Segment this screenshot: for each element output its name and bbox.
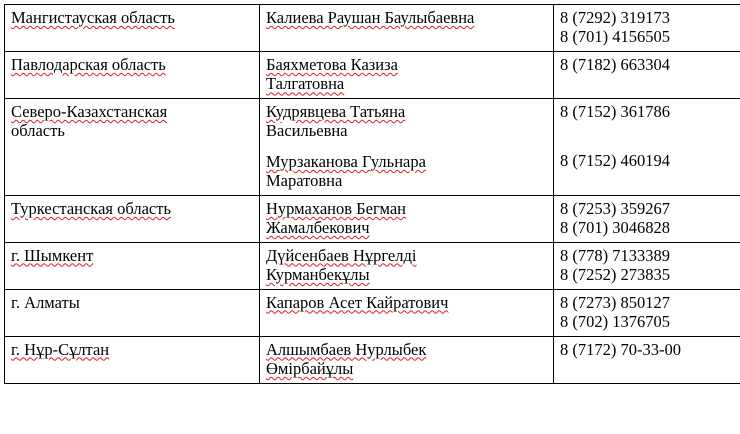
region-cell [5,5,260,52]
name-line: Кудрявцева Татьяна [266,102,548,121]
phone-line: 8 (7152) 361786 [560,102,740,121]
name-cell [260,51,554,98]
name-line: Капаров Асет Кайратович [266,293,548,312]
phone-cell [554,289,740,336]
region-cell [5,98,260,195]
name-cell [260,336,554,383]
name-line: Васильевна [266,121,548,140]
region-line: Туркестанская область [11,199,254,218]
phone-line: 8 (701) 3046828 [560,218,740,237]
table-row [5,195,740,242]
name-line: Жамалбекович [266,218,548,237]
name-line: Калиева Раушан Баулыбаевна [266,8,548,27]
region-line: область [11,121,254,140]
name-line: Курманбекұлы [266,265,548,284]
table-row [5,51,740,98]
phone-cell [554,5,740,52]
name-line: Өмірбайұлы [266,359,548,378]
region-line: г. Алматы [11,293,254,312]
phone-line: 8 (7253) 359267 [560,199,740,218]
name-line: Талгатовна [266,74,548,93]
region-cell [5,195,260,242]
phone-line: 8 (778) 7133389 [560,246,740,265]
phone-cell [554,195,740,242]
region-cell [5,336,260,383]
phone-line: 8 (702) 1376705 [560,312,740,331]
region-cell [5,289,260,336]
name-line: Дүйсенбаев Нұргелді [266,246,548,265]
name-line: Алшымбаев Нурлыбек [266,340,548,359]
name-cell [260,5,554,52]
phone-cell [554,51,740,98]
name-cell [260,289,554,336]
region-line: Павлодарская область [11,55,254,74]
table-row [5,336,740,383]
phone-line: 8 (7182) 663304 [560,55,740,74]
table-row [5,289,740,336]
name-line: Мурзаканова Гульнара [266,152,548,171]
name-line: Нурмаханов Бегман [266,199,548,218]
region-line: г. Нұр-Сұлтан [11,340,254,359]
phone-line: 8 (701) 4156505 [560,27,740,46]
document-page [0,4,740,434]
name-cell [260,98,554,195]
region-line: Северо-Казахстанская [11,102,254,121]
region-cell [5,51,260,98]
phone-cell [554,242,740,289]
region-line: г. Шымкент [11,246,254,265]
phone-cell [554,98,740,195]
region-cell [5,242,260,289]
phone-line: 8 (7273) 850127 [560,293,740,312]
name-line: Маратовна [266,171,548,190]
phone-line: 8 (7152) 460194 [560,151,740,170]
phone-line: 8 (7252) 273835 [560,265,740,284]
phone-cell [554,336,740,383]
name-cell [260,242,554,289]
table-row [5,242,740,289]
table-row [5,5,740,52]
table-row [5,98,740,195]
contacts-table [4,4,740,384]
name-cell [260,195,554,242]
phone-line: 8 (7172) 70-33-00 [560,340,740,359]
name-line: Баяхметова Казиза [266,55,548,74]
phone-line: 8 (7292) 319173 [560,8,740,27]
region-line: Мангистауская область [11,8,254,27]
